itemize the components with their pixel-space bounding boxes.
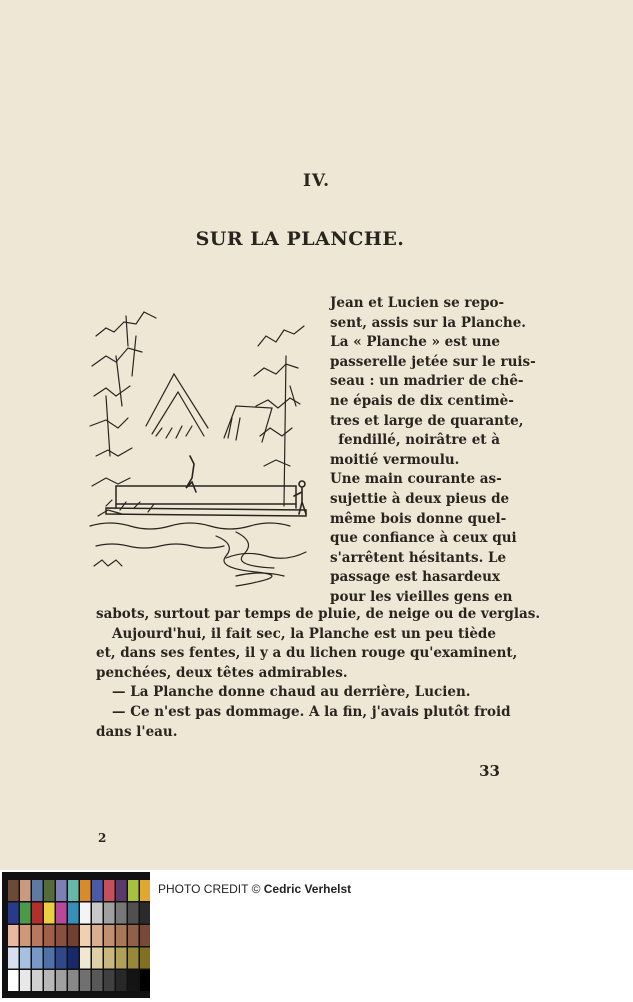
color-calibration-chart — [2, 872, 150, 998]
color-swatch — [140, 880, 150, 901]
color-swatch — [116, 880, 127, 901]
credit-name: Cedric Verhelst — [263, 882, 352, 896]
color-swatch — [56, 925, 67, 946]
text-line: que confiance à ceux qui — [330, 530, 517, 547]
color-swatch — [44, 903, 55, 924]
color-swatch — [68, 903, 79, 924]
color-swatch — [140, 925, 150, 946]
body-text — [96, 605, 541, 742]
text-line: ne épais de dix centimè- — [330, 392, 514, 409]
text-line: La « Planche » est une — [330, 334, 500, 351]
text-line: — La Planche donne chaud au derrière, Lucien. — [112, 684, 471, 701]
text-line: Jean et Lucien se repo- — [330, 295, 505, 311]
text-line: penchées, deux têtes admirables. — [96, 664, 348, 681]
color-swatch — [92, 903, 103, 924]
color-swatch — [44, 948, 55, 969]
left-house-sketch — [146, 374, 208, 438]
color-swatch — [92, 970, 103, 991]
text-line: dans l'eau. — [96, 723, 178, 740]
photo-footer — [0, 870, 633, 1000]
color-swatch — [68, 880, 79, 901]
text-line: sujettie à deux pieus de — [330, 490, 510, 507]
color-swatch — [20, 880, 31, 901]
color-swatch — [8, 880, 19, 901]
text-line: s'arrêtent hésitants. Le — [330, 549, 507, 566]
color-swatch — [140, 903, 150, 924]
bridge-illustration — [86, 296, 328, 592]
color-chart-grid — [2, 872, 150, 998]
signature-mark: 2 — [98, 831, 107, 845]
color-swatch — [104, 903, 115, 924]
text-line: Une main courante as- — [330, 471, 502, 488]
color-swatch — [92, 948, 103, 969]
color-swatch — [116, 903, 127, 924]
color-swatch — [104, 948, 115, 969]
color-swatch — [32, 948, 43, 969]
color-swatch — [68, 925, 79, 946]
color-swatch — [68, 948, 79, 969]
color-swatch — [128, 948, 139, 969]
text-line: fendillé, noirâtre et à — [338, 432, 500, 449]
color-swatch — [128, 925, 139, 946]
right-house-sketch — [224, 406, 272, 442]
color-swatch — [128, 880, 139, 901]
plank-bridge-sketch — [106, 486, 306, 516]
color-swatch — [8, 948, 19, 969]
color-swatch — [56, 948, 67, 969]
color-swatch — [56, 903, 67, 924]
color-swatch — [8, 970, 19, 991]
color-swatch — [44, 970, 55, 991]
text-line: sent, assis sur la Planche. — [330, 314, 526, 331]
color-swatch — [140, 948, 150, 969]
color-swatch — [20, 970, 31, 991]
text-line: moitié vermoulu. — [330, 451, 460, 468]
color-swatch — [80, 925, 91, 946]
color-swatch — [80, 880, 91, 901]
color-swatch — [104, 970, 115, 991]
right-tree-sketch — [254, 326, 304, 506]
color-swatch — [20, 948, 31, 969]
page-number: 33 — [479, 762, 500, 780]
color-swatch — [128, 970, 139, 991]
color-swatch — [116, 925, 127, 946]
text-line: passerelle jetée sur le ruis- — [330, 353, 536, 370]
text-line: et, dans ses fentes, il y a du lichen rouge qu'examinent, — [96, 645, 518, 662]
color-swatch — [80, 903, 91, 924]
color-swatch — [128, 903, 139, 924]
text-line: — Ce n'est pas dommage. A la fin, j'avais plutôt froid — [112, 703, 511, 720]
color-swatch — [32, 903, 43, 924]
text-line: pour les vieilles gens en — [330, 588, 513, 605]
chapter-title: SUR LA PLANCHE. — [195, 228, 405, 250]
text-line: sabots, surtout par temps de pluie, de neige ou de verglas. — [96, 606, 541, 622]
color-swatch — [20, 903, 31, 924]
color-swatch — [80, 948, 91, 969]
color-swatch — [44, 925, 55, 946]
column-text — [330, 294, 536, 608]
color-swatch — [116, 948, 127, 969]
color-swatch — [104, 880, 115, 901]
color-swatch — [32, 970, 43, 991]
color-swatch — [92, 880, 103, 901]
color-swatch — [56, 970, 67, 991]
color-swatch — [8, 903, 19, 924]
color-swatch — [116, 970, 127, 991]
credit-label: PHOTO CREDIT © — [158, 882, 261, 896]
text-line: passage est hasardeux — [330, 569, 500, 586]
color-swatch — [8, 925, 19, 946]
color-swatch — [80, 970, 91, 991]
color-swatch — [104, 925, 115, 946]
chapter-number: IV. — [302, 171, 331, 191]
color-swatch — [32, 925, 43, 946]
color-swatch — [140, 970, 150, 991]
text-line: seau : un madrier de chê- — [330, 373, 524, 390]
text-line: même bois donne quel- — [330, 510, 507, 527]
color-swatch — [32, 880, 43, 901]
photo-credit — [158, 882, 351, 896]
color-swatch — [92, 925, 103, 946]
text-line: tres et large de quarante, — [330, 412, 524, 429]
color-swatch — [56, 880, 67, 901]
text-line: Aujourd'hui, il fait sec, la Planche est un peu tiède — [112, 625, 496, 642]
color-swatch — [68, 970, 79, 991]
color-swatch — [44, 880, 55, 901]
color-swatch — [20, 925, 31, 946]
